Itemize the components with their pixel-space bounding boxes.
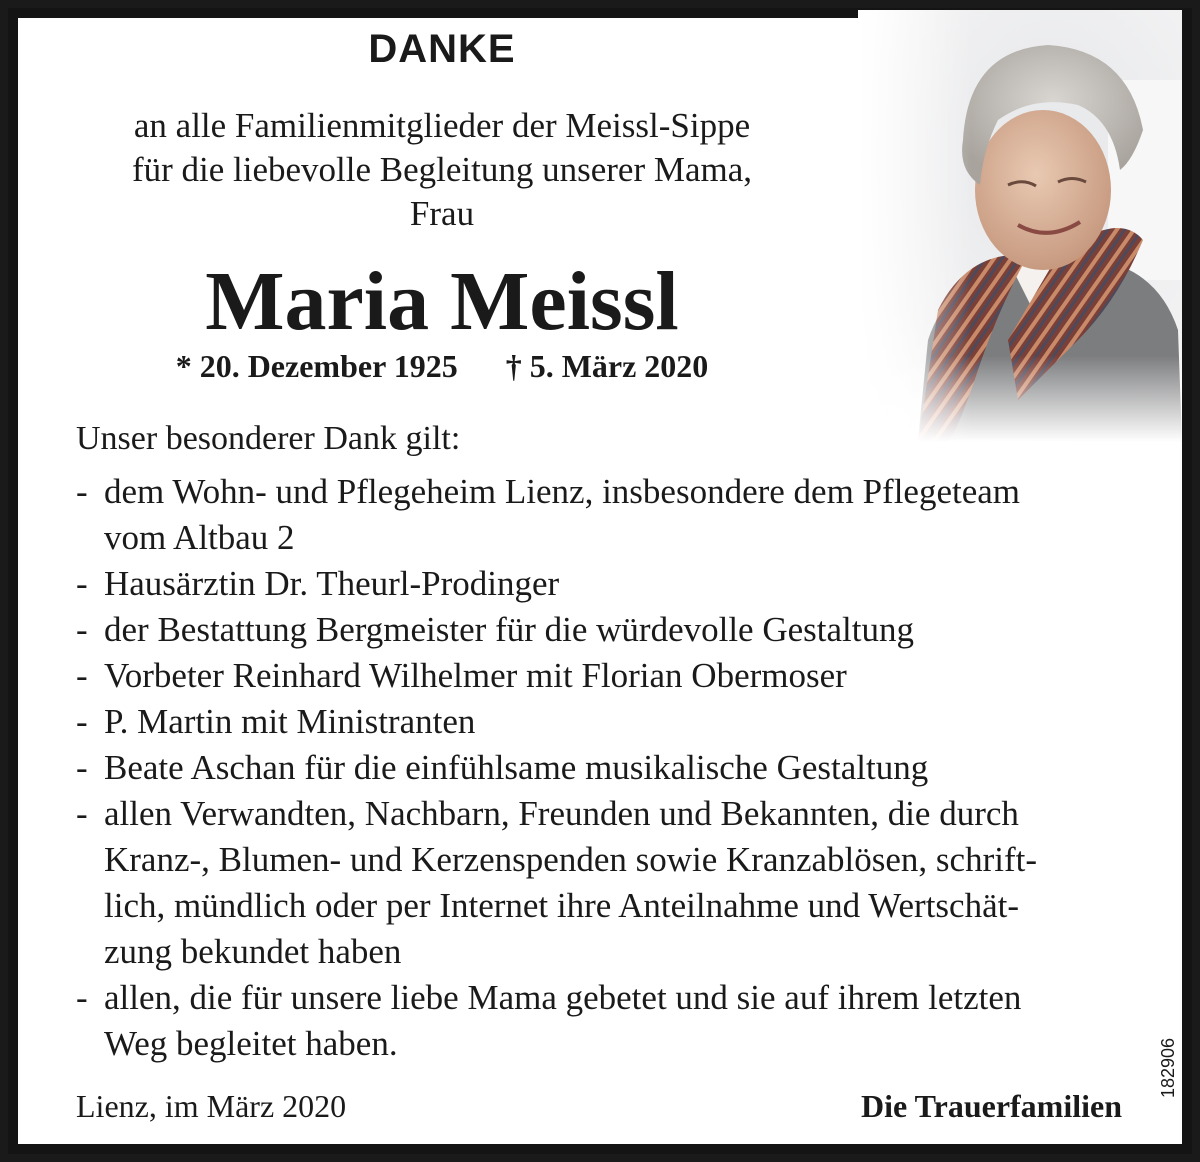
list-dash: - (76, 656, 88, 695)
heading-danke: DANKE (368, 27, 516, 71)
list-item (76, 745, 1136, 791)
list-item-line: dem Wohn- und Pflegeheim Lienz, insbesondere dem Pflegeteam (104, 472, 1020, 511)
thanks-lead: Unser besonderer Dank gilt: (76, 420, 461, 457)
list-dash: - (76, 610, 88, 649)
list-item (76, 653, 1136, 699)
list-item-line: allen Verwandten, Nachbarn, Freunden und Bekannten, die durch (104, 794, 1019, 833)
list-item-line: lich, mündlich oder per Internet ihre Anteilnahme und Wertschät- (104, 886, 1019, 925)
intro-line: an alle Familienmitglieder der Meissl-Sippe (133, 106, 751, 145)
portrait-photo (858, 10, 1182, 442)
list-dash: - (76, 702, 88, 741)
intro-text (0, 104, 884, 236)
list-dash: - (76, 794, 88, 833)
list-item (76, 469, 1136, 561)
list-item (76, 607, 1136, 653)
death-date: † 5. März 2020 (505, 348, 709, 384)
list-item-line: der Bestattung Bergmeister für die würdevolle Gestaltung (104, 610, 914, 649)
intro-line: Frau (409, 194, 475, 233)
list-item-line: Kranz-, Blumen- und Kerzenspenden sowie Kranzablösen, schrift- (104, 840, 1038, 879)
signature: Die Trauerfamilien (861, 1088, 1122, 1124)
ad-number: 182906 (1158, 1037, 1178, 1098)
portrait-photo-icon (858, 10, 1182, 442)
list-item-line: Weg begleitet haben. (104, 1024, 398, 1063)
list-item-line: Beate Aschan für die einfühlsame musikalische Gestaltung (104, 748, 929, 787)
list-item-line: allen, die für unsere liebe Mama gebetet und sie auf ihrem letzten (104, 978, 1022, 1017)
list-item (76, 699, 1136, 745)
intro-line: für die liebevolle Begleitung unserer Mama, (131, 150, 753, 189)
thanks-list (76, 469, 1136, 1067)
list-item-line: Vorbeter Reinhard Wilhelmer mit Florian Obermoser (104, 656, 847, 695)
life-dates (0, 344, 884, 388)
list-dash: - (76, 978, 88, 1017)
list-item-line: vom Altbau 2 (104, 518, 295, 557)
birth-date: * 20. Dezember 1925 (175, 348, 458, 384)
list-item-line: Hausärztin Dr. Theurl-Prodinger (104, 564, 560, 603)
list-item-line: zung bekundet haben (104, 932, 402, 971)
list-dash: - (76, 564, 88, 603)
list-item (76, 975, 1136, 1067)
deceased-name: Maria Meissl (205, 255, 679, 348)
place-date: Lienz, im März 2020 (76, 1088, 347, 1124)
list-item (76, 561, 1136, 607)
list-dash: - (76, 748, 88, 787)
list-item-line: P. Martin mit Ministranten (104, 702, 476, 741)
list-dash: - (76, 472, 88, 511)
list-item (76, 791, 1136, 975)
